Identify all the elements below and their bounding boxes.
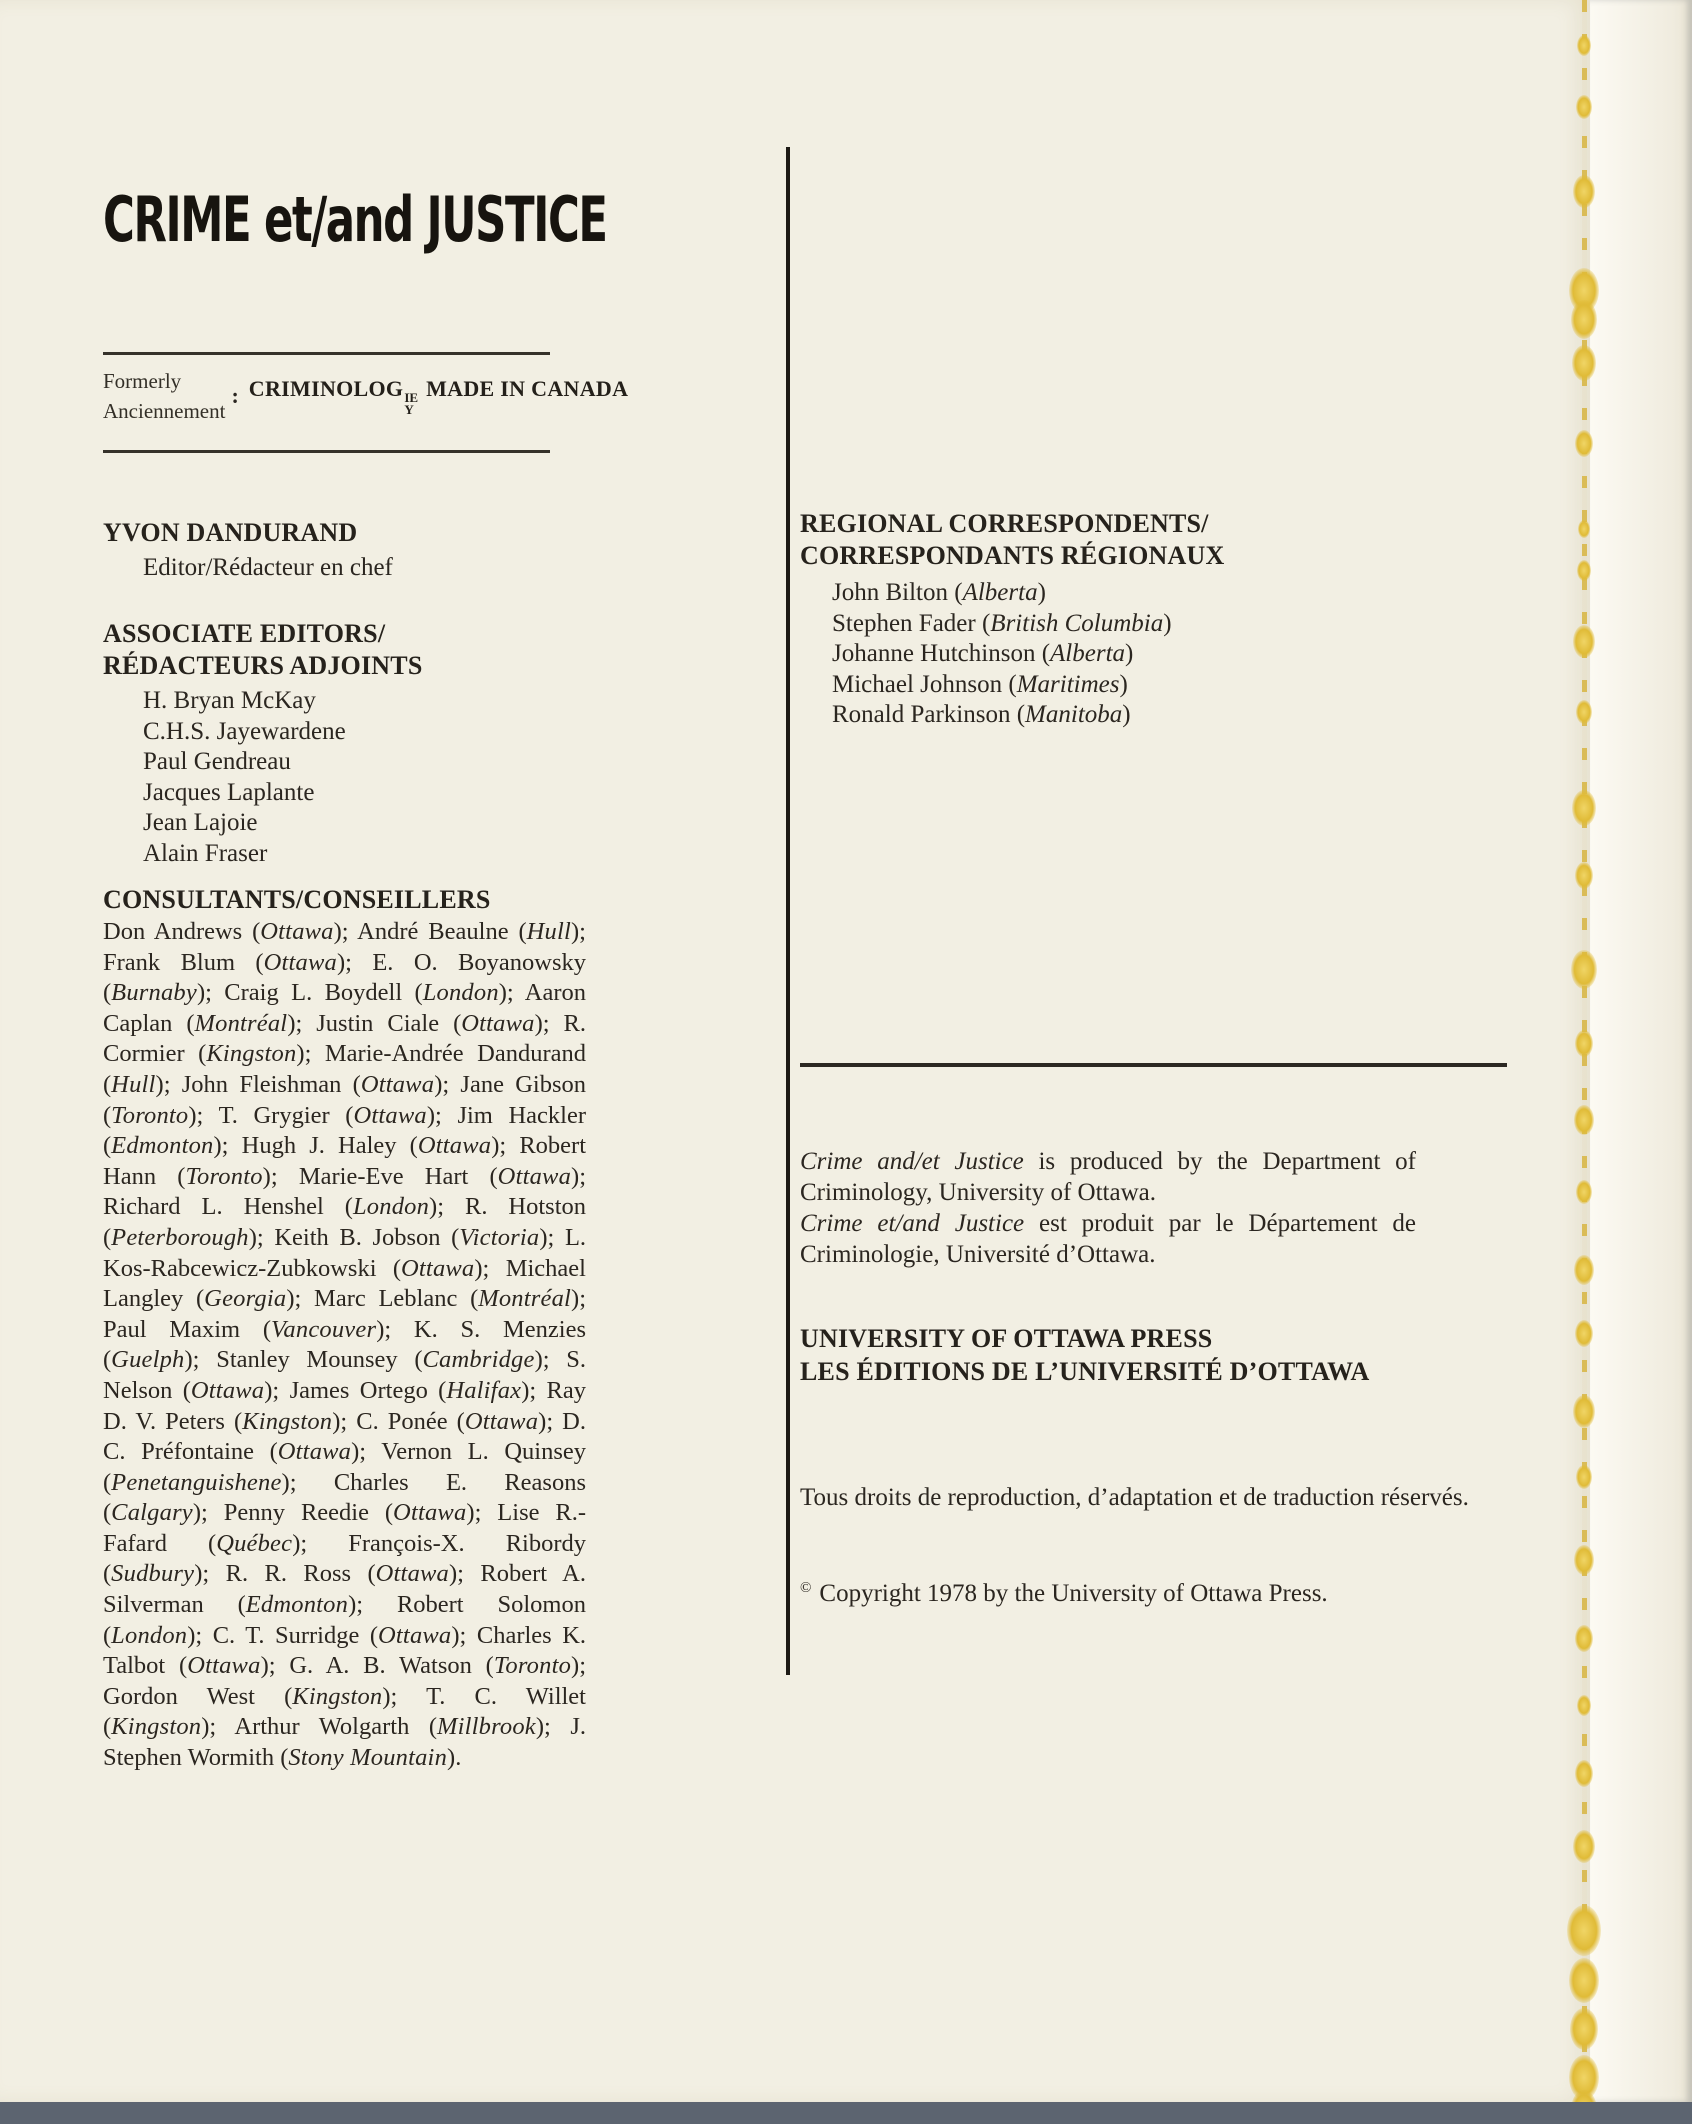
formerly-label-en: Formerly [103, 369, 182, 393]
associate-editor-item: Jean Lajoie [143, 809, 258, 836]
gold-speck [1570, 2008, 1598, 2050]
gold-speck [1575, 1320, 1593, 1347]
associate-editor-item: Alain Fraser [143, 839, 268, 867]
production-note-en [800, 1146, 1416, 1208]
gold-speck [1575, 1030, 1593, 1057]
former-name-prefix: CRIMINOLOG [248, 376, 404, 401]
regional-correspondent-item: Michael Johnson (Maritimes) [832, 670, 1128, 698]
formerly-labels [103, 366, 225, 426]
production-note-fr [800, 1208, 1416, 1270]
editor-name: YVON DANDURAND [103, 518, 358, 547]
copyright-line [800, 1580, 1328, 1608]
regional-correspondent-item: Stephen Fader (British Columbia) [832, 609, 1172, 637]
regional-correspondents-heading-en: REGIONAL CORRESPONDENTS/ [800, 509, 1209, 538]
gold-speck [1576, 700, 1592, 724]
regional-correspondent-item: Johanne Hutchinson (Alberta) [832, 640, 1134, 667]
gold-speck [1572, 790, 1596, 826]
masthead-rule-top [103, 352, 550, 355]
former-title-block [103, 366, 629, 426]
gold-speck [1573, 1395, 1595, 1428]
masthead-rule-bottom [103, 450, 550, 453]
production-note [800, 1146, 1416, 1270]
former-name-stack-bottom: Y [404, 402, 414, 417]
associate-editor-item: H. Bryan McKay [143, 687, 316, 714]
associate-editors-heading-fr: RÉDACTEURS ADJOINTS [103, 651, 423, 680]
gold-speck [1577, 35, 1591, 56]
regional-correspondents-heading-fr: CORRESPONDANTS RÉGIONAUX [800, 541, 1225, 570]
scan-background-band [0, 2102, 1692, 2124]
rights-notice: Tous droits de reproduction, d’adaptation et de traduction réservés. [800, 1484, 1469, 1511]
gold-speck [1573, 1830, 1595, 1863]
associate-editors-list [143, 686, 346, 869]
former-name-suffix: MADE IN CANADA [426, 376, 629, 401]
production-note-en-text: is produced by the Department of Criminology, University of Ottawa. [800, 1148, 1416, 1206]
gold-speck [1578, 520, 1590, 538]
regional-correspondents-heading [800, 508, 1224, 572]
regional-correspondent-item: Ronald Parkinson (Manitoba) [832, 701, 1131, 728]
adjacent-page-edge [1590, 0, 1692, 2102]
gold-speck [1575, 862, 1593, 889]
publisher-line-fr: LES ÉDITIONS DE L’UNIVERSITÉ D’OTTAWA [800, 1357, 1370, 1386]
gold-speck [1571, 950, 1597, 989]
right-column-rule [800, 1063, 1507, 1067]
consultants-paragraph: Don Andrews (Ottawa); André Beaulne (Hull); Frank Blum (Ottawa); E. O. Boyanowsky (Burnaby); Craig L. Boydell (London); Aaron Caplan (Montréal); Justin Ciale (Ottawa); R. Cormier (Kingston); Marie-Andrée Dandurand (Hull); John Fleishman (Ottawa); Jane Gibson (Toronto); T. Grygier (Ottawa); Jim Hackler (Edmonton); Hugh J. Haley (Ottawa); Robert Hann (Toronto); Marie-Eve Hart (Ottawa); Richard L. Henshel (London); R. Hotston (Peterborough); Keith B. Jobson (Victoria); L. Kos-Rabcewicz-Zubkowski (Ottawa); Michael Langley (Georgia); Marc Leblanc (Montréal); Paul Maxim (Vancouver); K. S. Menzies (Guelph); Stanley Mounsey (Cambridge); S. Nelson (Ottawa); James Ortego (Halifax); Ray D. V. Peters (Kingston); C. Ponée (Ottawa); D. C. Préfontaine (Ottawa); Vernon L. Quinsey (Penetanguishene); Charles E. Reasons (Calgary); Penny Reedie (Ottawa); Lise R.-Fafard (Québec); François-X. Ribordy (Sudbury); R. R. Ross (Ottawa); Robert A. Silverman (Edmonton); Robert Solomon (London); C. T. Surridge (Ottawa); Charles K. Talbot (Ottawa); G. A. B. Watson (Toronto); Gordon West (Kingston); T. C. Willet (Kingston); Arthur Wolgarth (Millbrook); J. Stephen Wormith (Stony Mountain). [103, 918, 587, 1772]
copyright-symbol: © [800, 1580, 812, 1596]
gold-speck [1572, 345, 1596, 381]
associate-editor-item: Jacques Laplante [143, 778, 315, 806]
formerly-label-fr: Anciennement [103, 399, 226, 423]
formerly-colon: : [231, 383, 239, 408]
consultants-heading: CONSULTANTS/CONSEILLERS [103, 885, 491, 914]
journal-title-italic-fr: Crime et/and Justice [800, 1210, 1025, 1237]
former-name-stack-top: IE [404, 390, 419, 405]
publisher-name [800, 1322, 1369, 1388]
gold-speck [1575, 1625, 1593, 1652]
gold-speck [1575, 1760, 1593, 1787]
gold-speck [1576, 95, 1592, 119]
gold-speck [1573, 625, 1595, 658]
associate-editor-item: C.H.S. Jayewardene [143, 717, 346, 745]
former-journal-name [249, 376, 629, 416]
gilded-page-edge [1570, 0, 1598, 2102]
gold-speck [1576, 1180, 1592, 1204]
publisher-line-en: UNIVERSITY OF OTTAWA PRESS [800, 1324, 1213, 1353]
regional-correspondent-item: John Bilton (Alberta) [832, 579, 1046, 606]
gold-speck [1577, 560, 1591, 581]
former-name-bilingual-stack [404, 392, 418, 416]
gold-speck [1574, 1105, 1594, 1135]
gold-speck [1574, 1545, 1594, 1575]
production-note-fr-text: est produit par le Département de Criminologie, Université d’Ottawa. [800, 1210, 1416, 1268]
gold-speck [1574, 1255, 1594, 1285]
journal-logo: CRIME et/and JUSTICE [103, 183, 607, 256]
associate-editors-heading [103, 618, 422, 682]
journal-title-italic-en: Crime and/et Justice [800, 1148, 1024, 1175]
regional-correspondents-list [832, 578, 1172, 731]
copyright-text: Copyright 1978 by the University of Ottawa Press. [819, 1580, 1328, 1607]
gold-speck [1575, 430, 1593, 457]
associate-editor-item: Paul Gendreau [143, 748, 291, 775]
column-divider-line [786, 147, 790, 1675]
editor-role: Editor/Rédacteur en chef [143, 554, 393, 581]
gold-speck [1576, 1465, 1592, 1489]
gold-speck [1569, 1958, 1599, 2003]
gold-speck [1571, 300, 1597, 339]
gold-speck [1567, 1905, 1601, 1956]
gold-speck [1577, 1695, 1591, 1716]
gold-speck [1573, 175, 1595, 208]
associate-editors-heading-en: ASSOCIATE EDITORS/ [103, 619, 386, 648]
